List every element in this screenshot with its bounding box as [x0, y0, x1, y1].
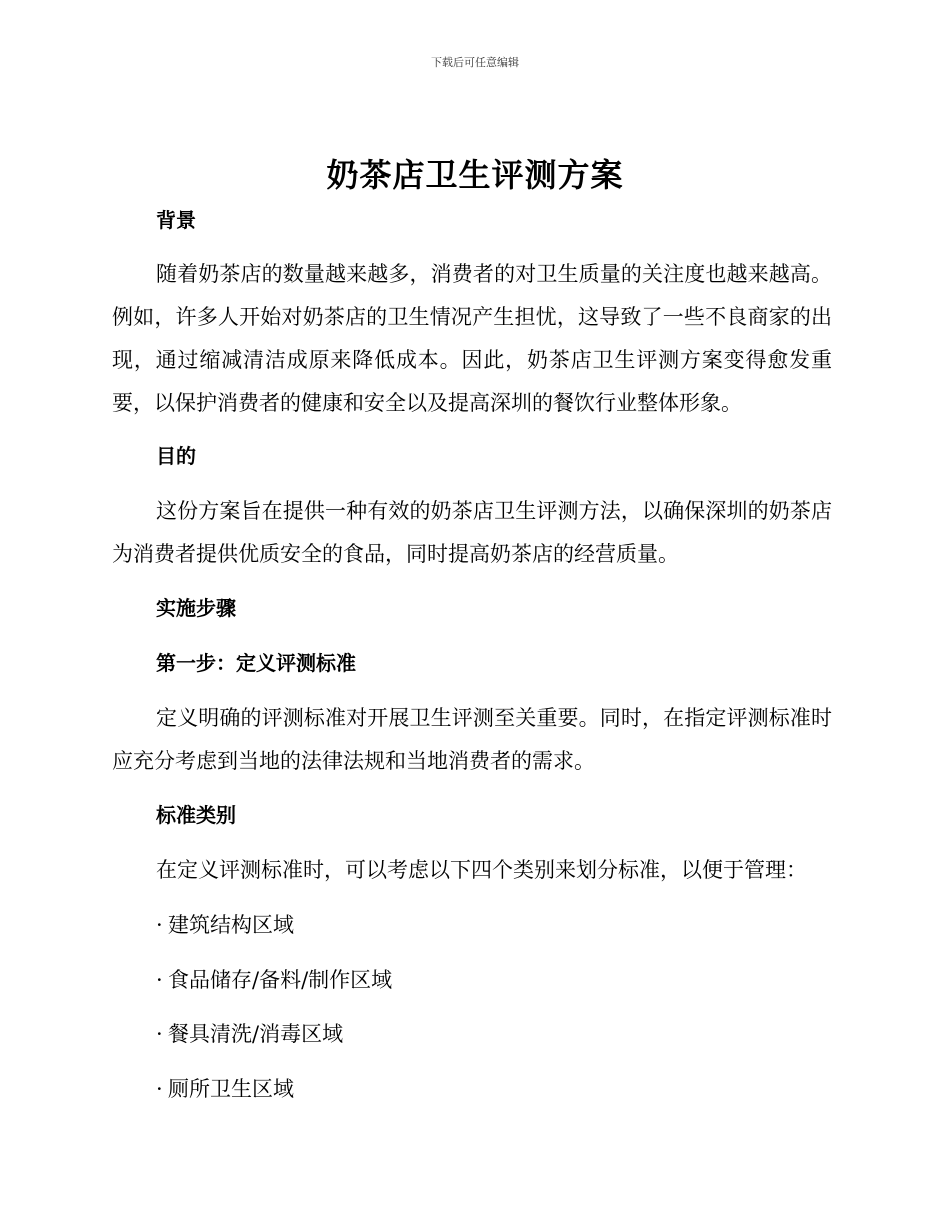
list-item — [156, 1019, 343, 1049]
bullet-marker: · — [156, 1022, 163, 1046]
categories-intro: 在定义评测标准时，可以考虑以下四个类别来划分标准，以便于管理： — [156, 858, 807, 882]
list-item-text: 食品储存/备料/制作区域 — [168, 968, 393, 992]
list-item — [156, 1074, 294, 1104]
heading-categories: 标准类别 — [156, 803, 236, 827]
bullet-marker: · — [156, 913, 163, 937]
list-item-text: 餐具清洗/消毒区域 — [168, 1022, 344, 1046]
paragraph-purpose: 这份方案旨在提供一种有效的奶茶店卫生评测方法，以确保深圳的奶茶店为消费者提供优质安全的食品，同时提高奶茶店的经营质量。 — [112, 499, 832, 566]
list-item — [156, 910, 294, 940]
list-item-text: 厕所卫生区域 — [168, 1077, 294, 1101]
paragraph-step1: 定义明确的评测标准对开展卫生评测至关重要。同时，在指定评测标准时应充分考虑到当地的法律法规和当地消费者的需求。 — [112, 706, 832, 773]
heading-steps: 实施步骤 — [156, 596, 236, 620]
heading-step1: 第一步：定义评测标准 — [156, 651, 356, 675]
heading-background: 背景 — [156, 208, 196, 232]
heading-purpose: 目的 — [156, 444, 196, 468]
bullet-marker: · — [156, 1077, 163, 1101]
paragraph-background: 随着奶茶店的数量越来越多，消费者的对卫生质量的关注度也越来越高。例如，许多人开始对奶茶店的卫生情况产生担忧，这导致了一些不良商家的出现，通过缩减清洁成原来降低成本。因此，奶茶店卫生评测方案变得愈发重要，以保护消费者的健康和安全以及提高深圳的餐饮行业整体形象。 — [112, 262, 832, 415]
document-title: 奶茶店卫生评测方案 — [326, 156, 624, 194]
list-item-text: 建筑结构区域 — [168, 913, 294, 937]
bullet-marker: · — [156, 968, 163, 992]
header-note: 下载后可任意编辑 — [431, 56, 519, 69]
list-item — [156, 965, 392, 995]
